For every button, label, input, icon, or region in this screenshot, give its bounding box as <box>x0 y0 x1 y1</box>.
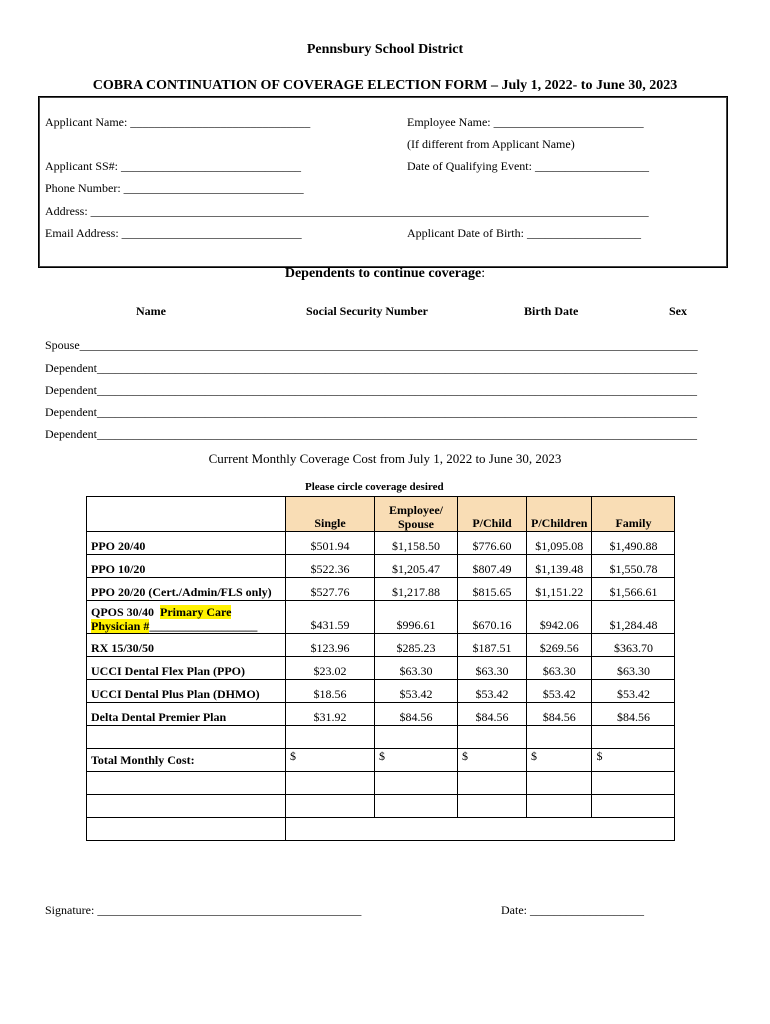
table-row[interactable] <box>87 657 675 680</box>
cost-cell[interactable]: $1,284.48 <box>592 601 675 634</box>
table-row-empty <box>87 818 675 841</box>
cost-cell[interactable]: $63.30 <box>375 657 458 680</box>
col-ssn: Social Security Number <box>306 304 428 318</box>
spouse-line[interactable]: Spouse_______________________________________________________________________________________________________ <box>45 338 698 352</box>
plan-name: UCCI Dental Flex Plan (PPO) <box>87 657 286 680</box>
qualifying-event-field[interactable]: Date of Qualifying Event: ___________________ <box>407 159 649 173</box>
cost-cell[interactable]: $84.56 <box>527 703 592 726</box>
empty-cell <box>375 795 458 818</box>
cost-cell[interactable]: $527.76 <box>286 578 375 601</box>
cost-cell[interactable]: $84.56 <box>458 703 527 726</box>
cost-cell[interactable]: $1,566.61 <box>592 578 675 601</box>
table-row[interactable] <box>87 601 675 634</box>
empty-cell <box>527 795 592 818</box>
dependent-line[interactable]: Dependent____________________________________________________________________________________________________ <box>45 361 697 375</box>
empty-cell <box>286 772 375 795</box>
table-row[interactable] <box>87 703 675 726</box>
email-field[interactable]: Email Address: ______________________________ <box>45 226 302 240</box>
cost-cell[interactable]: $1,490.88 <box>592 532 675 555</box>
pcp-blank[interactable]: __________________ <box>149 619 258 633</box>
dependents-heading <box>0 266 770 282</box>
plan-name: PPO 10/20 <box>87 555 286 578</box>
cost-cell[interactable]: $187.51 <box>458 634 527 657</box>
total-cell[interactable]: $ <box>286 749 375 772</box>
cost-cell[interactable]: $776.60 <box>458 532 527 555</box>
cost-cell[interactable]: $53.42 <box>527 680 592 703</box>
plan-name: PPO 20/40 <box>87 532 286 555</box>
cost-cell[interactable]: $53.42 <box>458 680 527 703</box>
empty-cell <box>458 726 527 749</box>
table-row[interactable] <box>87 634 675 657</box>
col-p-child: P/Child <box>458 497 527 532</box>
table-row[interactable] <box>87 532 675 555</box>
if-different-note: (If different from Applicant Name) <box>407 137 575 151</box>
cost-cell[interactable]: $1,158.50 <box>375 532 458 555</box>
empty-cell <box>87 818 286 841</box>
cost-cell[interactable]: $501.94 <box>286 532 375 555</box>
empty-cell <box>375 726 458 749</box>
pcp-highlight: Primary Care Physician # <box>91 605 232 633</box>
empty-cell <box>458 795 527 818</box>
table-row-empty <box>87 726 675 749</box>
cost-cell[interactable]: $942.06 <box>527 601 592 634</box>
total-cell[interactable]: $ <box>375 749 458 772</box>
header-empty <box>87 497 286 532</box>
empty-cell <box>286 818 675 841</box>
total-cell[interactable]: $ <box>527 749 592 772</box>
cost-cell[interactable]: $53.42 <box>375 680 458 703</box>
cost-cell[interactable]: $670.16 <box>458 601 527 634</box>
cost-cell[interactable]: $363.70 <box>592 634 675 657</box>
total-cell[interactable]: $ <box>458 749 527 772</box>
cost-cell[interactable]: $1,217.88 <box>375 578 458 601</box>
plan-name-qpos <box>87 601 286 634</box>
cost-cell[interactable]: $522.36 <box>286 555 375 578</box>
col-birth-date: Birth Date <box>524 304 579 318</box>
cost-cell[interactable]: $807.49 <box>458 555 527 578</box>
applicant-ss-field[interactable]: Applicant SS#: ______________________________ <box>45 159 302 173</box>
cost-cell[interactable]: $53.42 <box>592 680 675 703</box>
table-header-row <box>87 497 675 532</box>
cost-cell[interactable]: $1,095.08 <box>527 532 592 555</box>
table-row-empty <box>87 772 675 795</box>
table-row[interactable] <box>87 555 675 578</box>
cost-cell[interactable]: $31.92 <box>286 703 375 726</box>
empty-cell <box>592 726 675 749</box>
col-p-children: P/Children <box>527 497 592 532</box>
plan-name: Delta Dental Premier Plan <box>87 703 286 726</box>
empty-cell <box>592 772 675 795</box>
cost-cell[interactable]: $431.59 <box>286 601 375 634</box>
total-cell[interactable]: $ <box>592 749 675 772</box>
phone-field[interactable]: Phone Number: ______________________________ <box>45 181 304 195</box>
table-row[interactable] <box>87 578 675 601</box>
cost-cell[interactable]: $996.61 <box>375 601 458 634</box>
plan-name: RX 15/30/50 <box>87 634 286 657</box>
cost-cell[interactable]: $1,151.22 <box>527 578 592 601</box>
date-field[interactable]: Date: ___________________ <box>501 903 644 917</box>
cost-cell[interactable]: $123.96 <box>286 634 375 657</box>
dependents-heading-text: Dependents to continue coverage <box>284 266 482 281</box>
total-label: Total Monthly Cost: <box>87 749 286 772</box>
employee-name-field[interactable]: Employee Name: _________________________ <box>407 115 644 129</box>
empty-cell <box>87 726 286 749</box>
empty-cell <box>527 726 592 749</box>
circle-note: Please circle coverage desired <box>305 481 444 493</box>
coverage-table <box>86 496 675 841</box>
plan-name: PPO 20/20 (Cert./Admin/FLS only) <box>87 578 286 601</box>
cost-cell[interactable]: $63.30 <box>592 657 675 680</box>
empty-cell <box>286 795 375 818</box>
applicant-name-field[interactable]: Applicant Name: ______________________________ <box>45 115 311 129</box>
cost-cell[interactable]: $269.56 <box>527 634 592 657</box>
table-row-empty <box>87 795 675 818</box>
cost-cell[interactable]: $63.30 <box>458 657 527 680</box>
cost-cell[interactable]: $1,205.47 <box>375 555 458 578</box>
signature-field[interactable]: Signature: ____________________________________________ <box>45 903 362 917</box>
empty-cell <box>87 795 286 818</box>
cost-cell[interactable]: $63.30 <box>527 657 592 680</box>
col-sex: Sex <box>669 304 687 318</box>
cost-heading: Current Monthly Coverage Cost from July 1, 2022 to June 30, 2023 <box>208 451 562 466</box>
cost-cell[interactable]: $1,550.78 <box>592 555 675 578</box>
empty-cell <box>458 772 527 795</box>
plan-name: QPOS 30/40 <box>91 605 155 619</box>
form-title: COBRA CONTINUATION OF COVERAGE ELECTION FORM – July 1, 2022- to June 30, 2023 <box>92 78 678 93</box>
total-row[interactable] <box>87 749 675 772</box>
plan-name: UCCI Dental Plus Plan (DHMO) <box>87 680 286 703</box>
col-name: Name <box>136 304 166 318</box>
dependent-line[interactable]: Dependent____________________________________________________________________________________________________ <box>45 405 697 419</box>
cost-cell[interactable]: $23.02 <box>286 657 375 680</box>
address-field[interactable]: Address: _____________________________________________________________________________________________ <box>45 204 649 218</box>
empty-cell <box>286 726 375 749</box>
dob-field[interactable]: Applicant Date of Birth: ___________________ <box>407 226 641 240</box>
empty-cell <box>375 772 458 795</box>
col-single: Single <box>286 497 375 532</box>
cost-cell[interactable]: $84.56 <box>592 703 675 726</box>
empty-cell <box>87 772 286 795</box>
empty-cell <box>527 772 592 795</box>
table-row[interactable] <box>87 680 675 703</box>
dependents-heading-colon: : <box>481 266 486 281</box>
cost-cell[interactable]: $1,139.48 <box>527 555 592 578</box>
col-employee-spouse: Employee/ Spouse <box>375 497 458 532</box>
cost-cell[interactable]: $18.56 <box>286 680 375 703</box>
cost-cell[interactable]: $84.56 <box>375 703 458 726</box>
dependent-line[interactable]: Dependent____________________________________________________________________________________________________ <box>45 383 697 397</box>
cost-cell[interactable]: $285.23 <box>375 634 458 657</box>
empty-cell <box>592 795 675 818</box>
dependent-line[interactable]: Dependent____________________________________________________________________________________________________ <box>45 427 697 441</box>
col-family: Family <box>592 497 675 532</box>
district-name: Pennsbury School District <box>306 42 464 57</box>
cost-cell[interactable]: $815.65 <box>458 578 527 601</box>
